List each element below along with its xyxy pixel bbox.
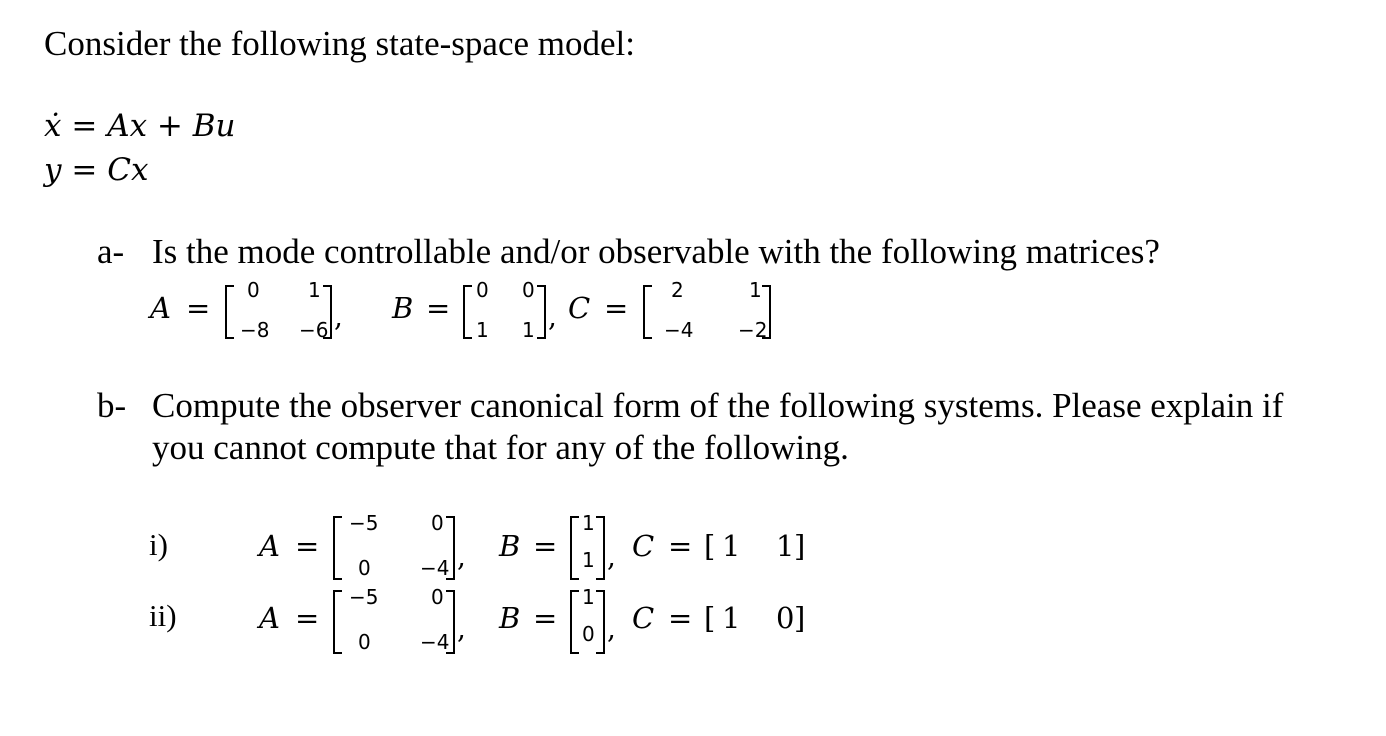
item-i-comma: , <box>457 540 466 573</box>
qa-matrix-b-cell: 1 <box>476 318 489 342</box>
output-rhs: Cx <box>107 152 149 188</box>
item-ii-matrix-b-right-bracket <box>596 590 605 654</box>
item-i-matrix-a-name: A <box>259 529 280 563</box>
item-i-matrix-a-cell: 0 <box>358 556 371 580</box>
item-ii-matrix-c-name: C <box>632 601 655 635</box>
qa-matrix-a-name: A <box>150 291 171 325</box>
item-i-matrix-a-cell: −4 <box>420 556 450 580</box>
qa-matrix-c-cell: −4 <box>664 318 694 342</box>
output-lhs: y <box>44 152 62 188</box>
item-ii-matrix-c-left-bracket: [ <box>704 601 716 635</box>
item-ii-matrix-b-cell: 0 <box>582 622 595 646</box>
item-i-comma: , <box>607 540 616 573</box>
item-i-matrix-b-name: B <box>499 529 521 563</box>
qa-matrix-c-cell: 2 <box>671 278 684 302</box>
question-b-label: b- <box>97 386 127 425</box>
question-b-text-line1: Compute the observer canonical form of the following systems. Please explain if <box>152 386 1284 425</box>
qa-matrix-b-cell: 0 <box>476 278 489 302</box>
qa-matrix-c-left-bracket <box>643 285 652 339</box>
qa-matrix-b-cell: 1 <box>522 318 535 342</box>
item-ii-matrix-a-left-bracket <box>333 590 342 654</box>
item-ii-matrix-b-equals: = <box>533 601 558 635</box>
item-i-label: i) <box>149 527 168 562</box>
item-i-matrix-b-cell: 1 <box>582 511 595 535</box>
qa-matrix-c-cell: −2 <box>738 318 768 342</box>
state-equals: = <box>71 108 98 144</box>
item-i-matrix-c-left-bracket: [ <box>704 529 716 563</box>
question-a-text: Is the mode controllable and/or observable with the following matrices? <box>152 232 1160 271</box>
item-ii-matrix-c-cell: 1 <box>722 601 741 635</box>
item-i-matrix-c-right-bracket: ] <box>794 529 806 563</box>
qa-comma: , <box>548 300 557 333</box>
state-equation <box>44 108 236 144</box>
qa-matrix-c-name: C <box>568 291 591 325</box>
qa-matrix-c-right-bracket <box>762 285 771 339</box>
item-i-matrix-b-right-bracket <box>596 516 605 580</box>
item-ii-matrix-a-right-bracket <box>446 590 455 654</box>
question-b-text-line2: you cannot compute that for any of the following. <box>152 428 849 467</box>
qa-matrix-b-right-bracket <box>537 285 546 339</box>
qa-matrix-a-cell: −6 <box>299 318 329 342</box>
qa-matrix-b-name: B <box>392 291 414 325</box>
state-lhs: ẋ <box>44 108 62 144</box>
item-i-matrix-a-equals: = <box>295 529 320 563</box>
item-i-matrix-c-name: C <box>632 529 655 563</box>
item-i-matrix-a-cell: −5 <box>349 511 379 535</box>
item-ii-comma: , <box>607 612 616 645</box>
qa-matrix-a-left-bracket <box>225 285 234 339</box>
item-ii-matrix-a-cell: 0 <box>358 630 371 654</box>
item-i-matrix-c-cell: 1 <box>776 529 795 563</box>
item-i-matrix-c-cell: 1 <box>722 529 741 563</box>
qa-comma: , <box>334 300 343 333</box>
item-i-matrix-b-equals: = <box>533 529 558 563</box>
intro-text: Consider the following state-space model: <box>44 24 635 63</box>
item-ii-matrix-a-cell: −5 <box>349 585 379 609</box>
item-i-matrix-c-equals: = <box>668 529 693 563</box>
qa-matrix-b-equals: = <box>426 291 451 325</box>
item-ii-matrix-c-equals: = <box>668 601 693 635</box>
item-ii-matrix-a-cell: −4 <box>420 630 450 654</box>
item-ii-matrix-a-cell: 0 <box>431 585 444 609</box>
output-equation <box>44 152 148 188</box>
item-i-matrix-b-cell: 1 <box>582 548 595 572</box>
item-i-matrix-a-left-bracket <box>333 516 342 580</box>
qa-matrix-a-cell: 0 <box>247 278 260 302</box>
item-ii-matrix-a-name: A <box>259 601 280 635</box>
qa-matrix-b-cell: 0 <box>522 278 535 302</box>
item-ii-matrix-a-equals: = <box>295 601 320 635</box>
qa-matrix-a-equals: = <box>186 291 211 325</box>
qa-matrix-c-equals: = <box>604 291 629 325</box>
qa-matrix-a-cell: 1 <box>308 278 321 302</box>
qa-matrix-c-cell: 1 <box>749 278 762 302</box>
output-equals: = <box>71 152 98 188</box>
item-ii-matrix-b-left-bracket <box>570 590 579 654</box>
qa-matrix-b-left-bracket <box>463 285 472 339</box>
item-ii-matrix-b-cell: 1 <box>582 585 595 609</box>
item-i-matrix-a-right-bracket <box>446 516 455 580</box>
item-ii-label: ii) <box>149 598 177 633</box>
qa-matrix-a-right-bracket <box>323 285 332 339</box>
qa-matrix-a-cell: −8 <box>240 318 270 342</box>
item-i-matrix-a-cell: 0 <box>431 511 444 535</box>
item-ii-matrix-b-name: B <box>499 601 521 635</box>
item-i-matrix-b-left-bracket <box>570 516 579 580</box>
state-rhs: Ax + Bu <box>107 108 236 144</box>
question-a-label: a- <box>97 232 125 271</box>
item-ii-matrix-c-cell: 0 <box>776 601 795 635</box>
item-ii-matrix-c-right-bracket: ] <box>794 601 806 635</box>
item-ii-comma: , <box>457 612 466 645</box>
